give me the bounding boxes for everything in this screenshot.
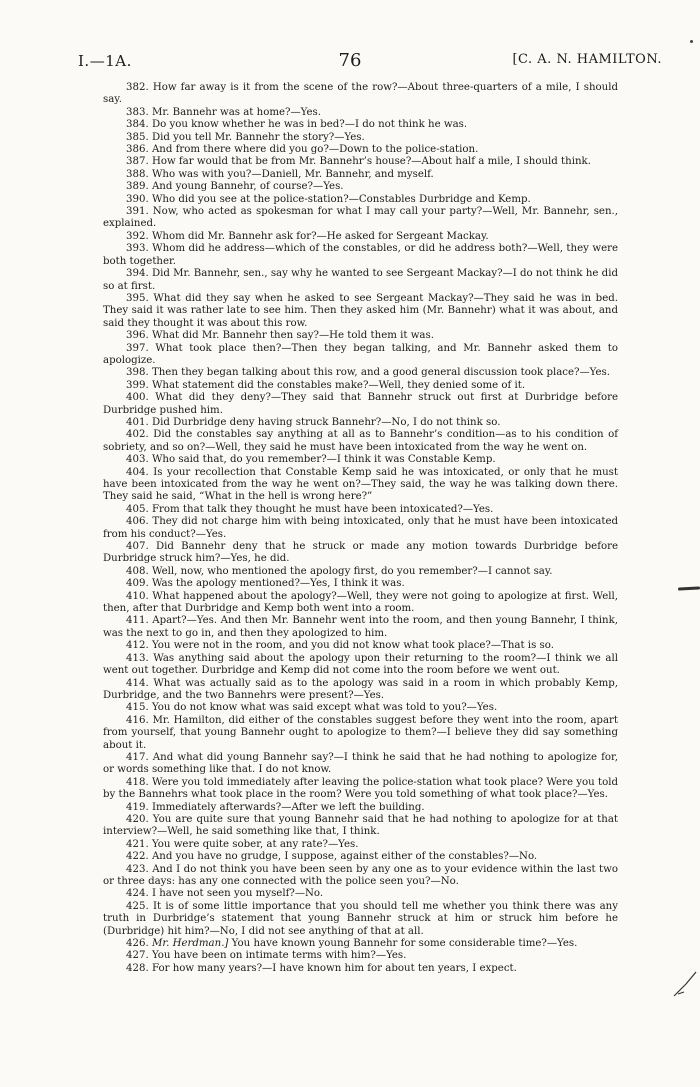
question-answer-text: How far would that be from Mr. Bannehr’s house?—About half a mile, I should think. [151,156,591,168]
qa-paragraph [103,888,618,900]
question-number: 404. [126,466,149,478]
qa-paragraph [103,417,618,429]
question-answer-text: Did Mr. Bannehr, sen., say why he wanted to see Sergeant Mackay?—I do not think he did so at first. [103,268,618,292]
qa-paragraph [103,864,618,889]
question-number: 428. [126,962,149,974]
question-answer-text: Who was with you?—Daniell, Mr. Bannehr, and myself. [151,168,434,180]
question-number: 396. [126,330,149,342]
question-answer-text: What happened about the apology?—Well, they were not going to apologize at first. Well, then, after that Durbridge and Kemp both went into a room. [103,590,618,615]
question-number: 398. [126,367,149,379]
question-number: 410. [126,590,149,602]
question-answer-text: You have been on intimate terms with him?—Yes. [151,950,407,962]
question-answer-text: They did not charge him with being intoxicated, only that he must have been intoxicated from his conduct?—Yes. [103,516,618,540]
question-answer-text: You have known young Bannehr for some considerable time?—Yes. [231,938,578,950]
question-number: 385. [126,131,149,143]
witness-name: [C. A. N. HAMILTON. [512,52,662,67]
qa-paragraph [103,243,618,268]
qa-paragraph [103,591,618,616]
question-number: 390. [126,193,149,205]
question-number: 422. [126,851,149,863]
question-answer-text: And what did young Bannehr say?—I think he said that he had nothing to apologize for, or words something like that. I do not know. [103,751,618,776]
question-answer-text: And I do not think you have been seen by any one as to your evidence within the last two or three days: has any one connected with the police seen you?—No. [103,863,618,887]
qa-paragraph [103,901,618,938]
qa-paragraph [103,566,618,578]
qa-paragraph [103,231,618,243]
question-answer-text: Was anything said about the apology upon their returning to the room?—I think we all went out together. Durbridge and Kemp did not come into the room before we went out. [103,652,618,677]
question-number: 419. [126,801,149,813]
qa-paragraph [103,144,618,156]
question-answer-text: Well, now, who mentioned the apology first, do you remember?—I cannot say. [151,565,553,577]
question-number: 392. [126,230,149,242]
question-answer-text: Did the constables say anything at all as to Bannehr’s condition—as to his condition of sobriety, and so on?—Well, they said he must have been intoxicated from the way he went on. [103,429,618,453]
question-answer-text: What did Mr. Bannehr then say?—He told them it was. [151,330,434,342]
qa-paragraph [103,640,618,652]
question-number: 407. [126,541,149,553]
qa-paragraph [103,678,618,703]
qa-paragraph [103,851,618,863]
question-number: 414. [126,677,149,689]
question-answer-text: I have not seen you myself?—No. [151,888,324,900]
question-number: 426. [126,938,149,950]
question-number: 418. [126,776,149,788]
qa-paragraph [103,615,618,640]
question-answer-text: You were not in the room, and you did not know what took place?—That is so. [151,640,554,652]
question-number: 424. [126,888,149,900]
question-number: 395. [126,292,149,304]
question-answer-text: Did you tell Mr. Bannehr the story?—Yes. [151,131,365,143]
question-number: 417. [126,751,149,763]
question-answer-text: Mr. Bannehr was at home?—Yes. [151,106,322,118]
question-number: 394. [126,268,149,280]
page-header [0,50,700,74]
qa-paragraph [103,653,618,678]
qa-paragraph [103,802,618,814]
question-number: 387. [126,156,149,168]
question-number: 401. [126,416,149,428]
question-answer-text: What took place then?—Then they began talking, and Mr. Bannehr asked them to apologize. [103,342,618,366]
question-number: 397. [126,342,149,354]
qa-paragraph [103,330,618,342]
qa-paragraph [103,950,618,962]
question-number: 383. [126,106,149,118]
qa-paragraph [103,504,618,516]
qa-paragraph [103,82,618,107]
qa-paragraph [103,169,618,181]
qa-paragraph [103,578,618,590]
qa-paragraph [103,268,618,293]
question-number: 389. [126,181,149,193]
question-answer-text: Did Bannehr deny that he struck or made any motion towards Durbridge before Durbridge struck him?—Yes, he did. [103,541,618,565]
qa-paragraph [103,702,618,714]
qa-paragraph [103,194,618,206]
question-answer-text: Whom did he address—which of the constables, or did he address both?—Well, they were both together. [103,243,618,267]
question-answer-text: Who did you see at the police-station?—Constables Durbridge and Kemp. [151,193,531,205]
question-number: 384. [126,119,149,131]
qa-paragraph [103,777,618,802]
question-answer-text: Did Durbridge deny having struck Bannehr?—No, I do not think so. [151,416,501,428]
question-number: 409. [126,578,149,590]
qa-paragraph [103,467,618,504]
margin-dot [690,40,693,43]
question-number: 402. [126,429,149,441]
question-number: 386. [126,144,149,156]
question-answer-text: Then they began talking about this row, and a good general discussion took place?—Yes. [151,367,611,379]
question-answer-text: From that talk they thought he must have been intoxicated?—Yes. [151,503,494,515]
question-number: 400. [126,392,149,404]
qa-paragraph [103,107,618,119]
qa-paragraph [103,516,618,541]
qa-paragraph [103,343,618,368]
question-number: 391. [126,206,149,218]
question-number: 405. [126,503,149,515]
question-number: 403. [126,454,149,466]
question-answer-text: Is your recollection that Constable Kemp said he was intoxicated, or only that he must have been intoxicated from the way he went on?—They said, the way he was talking down there. They said he said, “What in the hell is wrong here?” [103,466,618,503]
qa-paragraph [103,963,618,975]
question-answer-text: How far away is it from the scene of the row?—About three-quarters of a mile, I should say. [103,82,618,106]
question-number: 421. [126,838,149,850]
question-answer-text: What did they deny?—They said that Bannehr struck out first at Durbridge before Durbridge pushed him. [103,392,618,416]
question-number: 406. [126,516,149,528]
question-answer-text: What did they say when he asked to see Sergeant Mackay?—They said he was in bed. They said it was rather late to see him. Then they asked him (Mr. Bannehr) what it was about, and said they thought it was about this row. [103,292,618,329]
question-answer-text: Were you told immediately after leaving the police-station what took place? Were you told by the Bannehrs what took place in the room? Were you told something of what took place?—Yes. [103,776,618,801]
question-number: 382. [126,82,149,93]
qa-paragraph [103,541,618,566]
question-number: 411. [126,615,149,627]
question-number: 425. [126,900,149,912]
question-answer-text: It is of some little importance that you should tell me whether you think there was any truth in Durbridge’s statement that young Bannehr struck at him or struck him before he (Durbridge) hit him?—No, I did not see anything of that at all. [103,900,618,937]
question-number: 399. [126,379,149,391]
qa-paragraph [103,132,618,144]
question-answer-text: You are quite sure that young Bannehr said that he had nothing to apologize for at that interview?—Well, he said something like that, I think. [103,813,618,838]
margin-pen-stroke [672,970,698,998]
question-number: 420. [126,813,149,825]
examiner-label: Mr. Herdman.] [151,938,229,950]
question-number: 393. [126,243,149,255]
qa-paragraph [103,367,618,379]
question-answer-text: What was actually said as to the apology was said in a room in which probably Kemp, Durbridge, and the two Bannehrs were present?—Yes. [103,677,618,701]
question-answer-text: And from there where did you go?—Down to the police-station. [151,144,479,156]
question-number: 415. [126,702,149,714]
qa-paragraph [103,814,618,839]
question-answer-text: You were quite sober, at any rate?—Yes. [151,838,359,850]
qa-paragraph [103,839,618,851]
qa-paragraph [103,429,618,454]
qa-paragraph [103,293,618,330]
series-label: I.—1A. [78,52,132,70]
question-number: 388. [126,168,149,180]
qa-paragraph [103,454,618,466]
testimony-body [103,82,618,975]
qa-paragraph [103,715,618,752]
question-answer-text: And you have no grudge, I suppose, against either of the constables?—No. [151,851,538,863]
qa-paragraph [103,752,618,777]
page-number: 76 [338,50,362,71]
qa-paragraph [103,392,618,417]
question-answer-text: Do you know whether he was in bed?—I do not think he was. [151,119,468,131]
question-answer-text: For how many years?—I have known him for about ten years, I expect. [151,962,517,974]
question-number: 427. [126,950,149,962]
qa-paragraph [103,156,618,168]
question-answer-text: And young Bannehr, of course?—Yes. [151,181,344,193]
question-answer-text: You do not know what was said except what was told to you?—Yes. [151,702,498,714]
question-answer-text: What statement did the constables make?—Well, they denied some of it. [151,379,526,391]
question-number: 412. [126,640,149,652]
question-answer-text: Was the apology mentioned?—Yes, I think it was. [151,578,405,590]
qa-paragraph [103,119,618,131]
question-answer-text: Apart?—Yes. And then Mr. Bannehr went into the room, and then young Bannehr, I think, was the next to go in, and then they apologized to him. [103,615,618,639]
question-answer-text: Now, who acted as spokesman for what I may call your party?—Well, Mr. Bannehr, sen., explained. [103,206,618,230]
question-answer-text: Whom did Mr. Bannehr ask for?—He asked for Sergeant Mackay. [151,230,489,242]
qa-paragraph [103,380,618,392]
qa-paragraph [103,181,618,193]
question-answer-text: Who said that, do you remember?—I think it was Constable Kemp. [151,454,496,466]
qa-paragraph [103,938,618,950]
qa-paragraph [103,206,618,231]
question-answer-text: Immediately afterwards?—After we left the building. [151,801,425,813]
question-number: 408. [126,565,149,577]
question-number: 413. [126,652,149,664]
question-number: 423. [126,863,149,875]
question-number: 416. [126,714,149,726]
margin-pen-mark [678,586,700,590]
question-answer-text: Mr. Hamilton, did either of the constables suggest before they went into the room, apart from yourself, that young Bannehr ought to apologize to them?—I believe they did say something about it. [103,714,618,751]
